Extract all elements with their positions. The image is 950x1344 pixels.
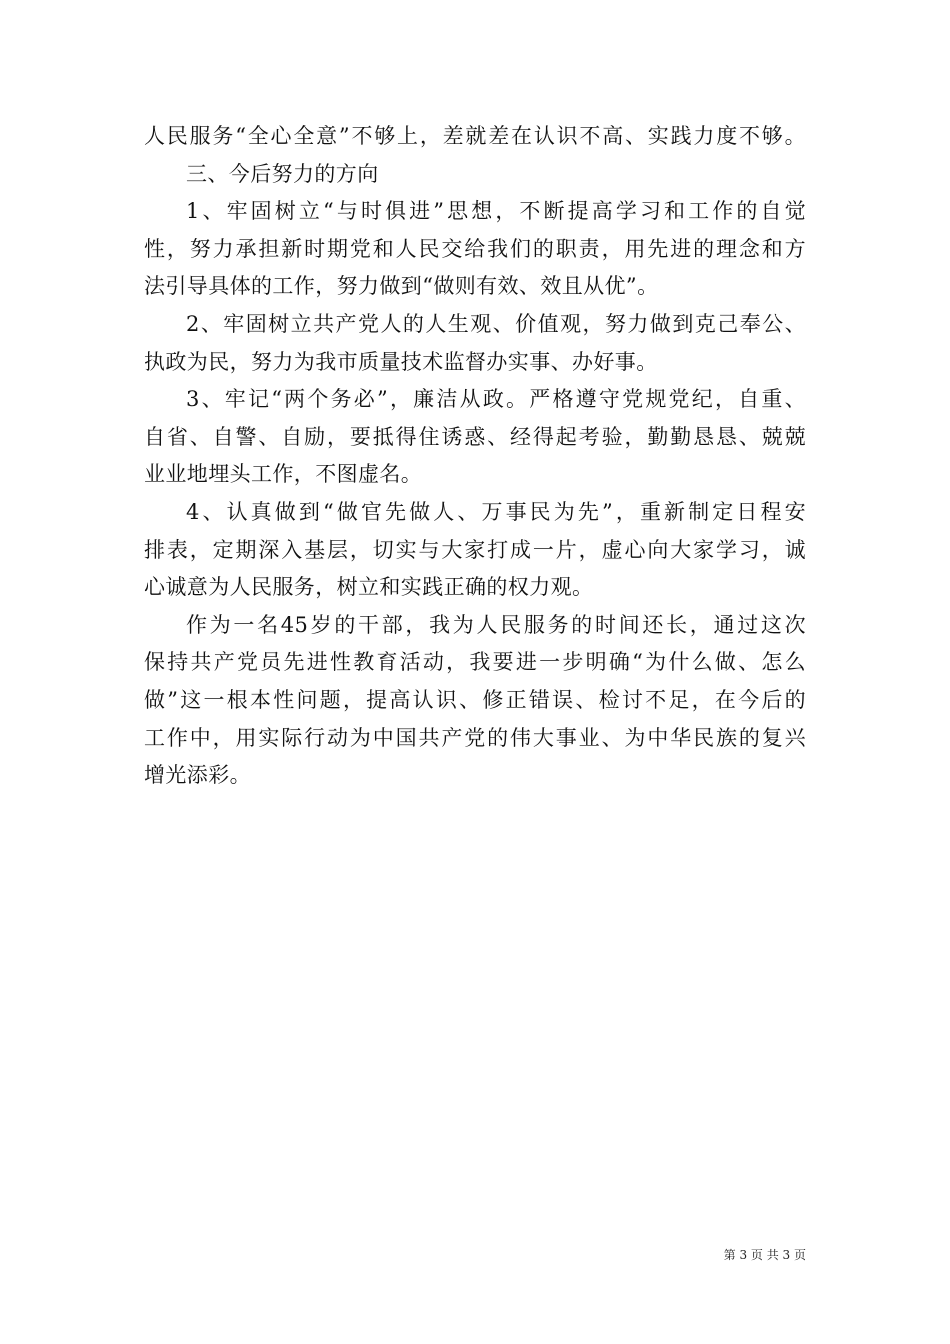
text-line: 三、今后努力的方向 [186,161,379,186]
text-line: 执政为民，努力为我市质量技术监督办实事、办好事。 [144,349,658,374]
text-line: 工作中，用实际行动为中国共产党的伟大事业、为中华民族的复兴 [144,725,806,750]
text-line: 业业地埋头工作，不图虚名。 [144,462,423,487]
text-line: 自省、自警、自励，要抵得住诱惑、经得起考验，勤勤恳恳、兢兢 [144,424,806,449]
text-line: 4、认真做到“做官先做人、万事民为先”，重新制定日程安 [186,499,806,524]
text-line: 作为一名45岁的干部，我为人民服务的时间还长，通过这次 [186,612,806,637]
text-line: 1、牢固树立“与时俱进”思想，不断提高学习和工作的自觉 [186,199,806,224]
page-number-footer: 第 3 页 共 3 页 [723,1248,806,1262]
text-line: 法引导具体的工作，努力做到“做则有效、效且从优”。 [144,274,659,299]
text-line: 人民服务“全心全意”不够上，差就差在认识不高、实践力度不够。 [144,124,806,148]
text-line: 做”这一根本性问题，提高认识、修正错误、检讨不足，在今后的 [144,687,806,712]
text-line: 排表，定期深入基层，切实与大家打成一片，虚心向大家学习，诚 [144,537,806,562]
text-line: 增光添彩。 [144,763,251,788]
text-line: 2、牢固树立共产党人的人生观、价值观，努力做到克己奉公、 [186,311,806,336]
document-body [144,118,806,795]
text-line: 性，努力承担新时期党和人民交给我们的职责，用先进的理念和方 [144,236,806,261]
text-line: 3、牢记“两个务必”，廉洁从政。严格遵守党规党纪，自重、 [186,387,806,412]
text-line: 心诚意为人民服务，树立和实践正确的权力观。 [144,575,594,600]
text-line: 保持共产党员先进性教育活动，我要进一步明确“为什么做、怎么 [144,650,806,675]
